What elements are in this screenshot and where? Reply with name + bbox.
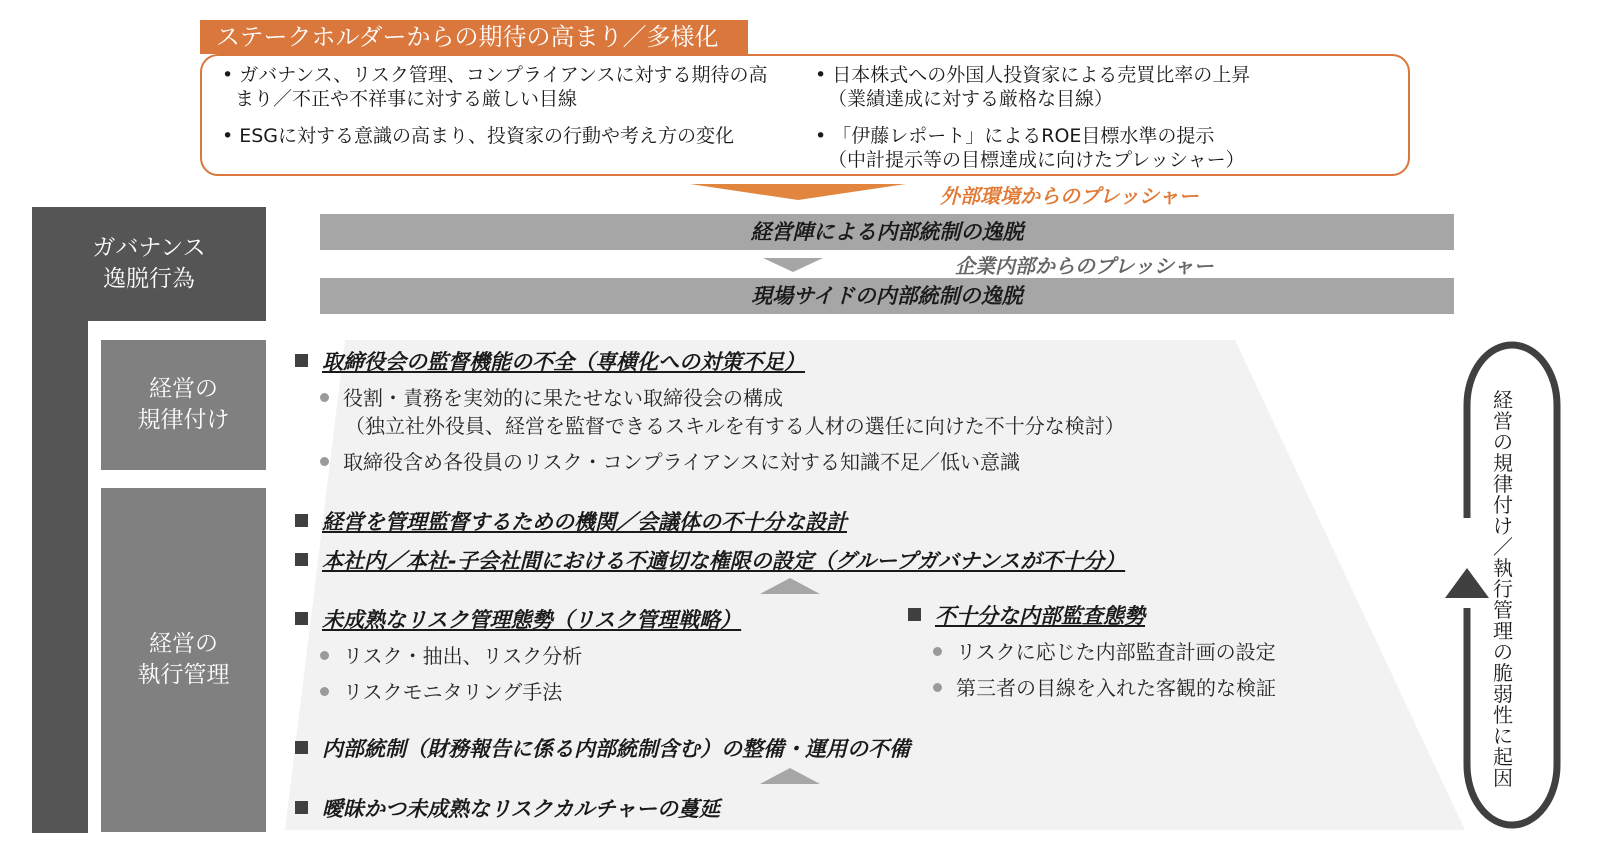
up-arrow-lower — [760, 768, 820, 784]
board-sub-knowledge — [320, 448, 1020, 476]
audit-sub-third-party-text: 第三者の目線を入れた客観的な検証 — [956, 676, 1276, 700]
external-pressure-arrow — [690, 184, 906, 200]
stakeholder-point-ito-report-1: • 「伊藤レポート」によるROE目標水準の提示 — [815, 125, 1215, 147]
governance-label-line2: 逸脱行為 — [103, 266, 195, 292]
audit-sub-third-party — [933, 674, 1276, 702]
board-sub-composition-2: （独立社外役員、経営を監督できるスキルを有する人材の選任に向けた不十分な検討） — [345, 414, 1125, 438]
external-pressure-label: 外部環境からのプレッシャー — [940, 184, 1199, 208]
stakeholder-point-foreign-investors-1: • 日本株式への外国人投資家による売買比率の上昇 — [815, 64, 1251, 86]
stakeholder-point-ito-report-2: （中計提示等の目標達成に向けたプレッシャー） — [828, 149, 1245, 171]
square-bullet — [295, 514, 308, 527]
board-sub-knowledge-text: 取締役含め各役員のリスク・コンプライアンスに対する知識不足／低い意識 — [343, 450, 1020, 474]
cycle-label: 経営の規律付け／執行管理の脆弱性に起因 — [1493, 388, 1513, 790]
discipline-label-line1: 経営の — [149, 376, 218, 402]
item-risk-management-text: 未成熟なリスク管理態勢（リスク管理戦略） — [322, 608, 742, 632]
audit-sub-plan — [933, 638, 1276, 666]
item-authority-setting-text: 本社内／本社-子会社間における不適切な権限の設定（グループガバナンスが不十分） — [322, 549, 1126, 573]
execution-label-line1: 経営の — [149, 631, 218, 657]
management-discipline-box — [101, 340, 266, 470]
item-board-failure-text: 取締役会の監督機能の不全（専横化への対策不足） — [322, 350, 805, 374]
up-arrow-upper — [760, 578, 820, 594]
stakeholder-point-esg: • ESGに対する意識の高まり、投資家の行動や考え方の変化 — [222, 125, 735, 147]
item-internal-control — [295, 733, 910, 763]
stakeholder-point-foreign-investors-2: （業績達成に対する厳格な目線） — [828, 88, 1114, 110]
item-organ-design-text: 経営を管理監督するための機関／会議体の不十分な設計 — [322, 510, 847, 534]
item-risk-culture-text: 曖昧かつ未成熟なリスクカルチャーの蔓延 — [322, 797, 720, 821]
execution-label-line2: 執行管理 — [137, 662, 230, 688]
risk-sub-extraction-text: リスク・抽出、リスク分析 — [343, 644, 583, 668]
square-bullet — [908, 608, 921, 621]
item-board-failure — [295, 346, 805, 376]
risk-sub-monitoring — [320, 678, 562, 706]
cycle-arrow-head-icon — [1445, 568, 1489, 598]
discipline-label-line2: 規律付け — [137, 407, 230, 433]
governance-frame-bar — [32, 321, 88, 833]
dot-bullet — [933, 683, 942, 692]
board-sub-composition-1 — [320, 384, 783, 412]
dot-bullet — [320, 457, 329, 466]
stakeholder-point-governance-2: まり／不正や不祥事に対する厳しい目線 — [235, 88, 578, 110]
dot-bullet — [320, 687, 329, 696]
item-risk-culture — [295, 793, 720, 823]
dot-bullet — [933, 647, 942, 656]
risk-sub-extraction — [320, 642, 582, 670]
governance-deviation-box — [32, 207, 266, 321]
stakeholder-header: ステークホルダーからの期待の高まり／多様化 — [200, 20, 748, 54]
execution-management-box — [101, 488, 266, 832]
internal-pressure-label: 企業内部からのプレッシャー — [955, 254, 1214, 278]
stakeholder-point-governance-1: • ガバナンス、リスク管理、コンプライアンスに対する期待の高 — [222, 64, 768, 86]
item-risk-management — [295, 604, 741, 634]
governance-label-line1: ガバナンス — [92, 235, 206, 261]
square-bullet — [295, 801, 308, 814]
item-internal-audit-text: 不十分な内部監査態勢 — [935, 604, 1145, 628]
item-internal-control-text: 内部統制（財務報告に係る内部統制含む）の整備・運用の不備 — [322, 737, 910, 761]
audit-sub-plan-text: リスクに応じた内部監査計画の設定 — [956, 640, 1276, 664]
item-authority-setting — [295, 545, 1125, 575]
dot-bullet — [320, 393, 329, 402]
square-bullet — [295, 741, 308, 754]
management-deviation-bar: 経営陣による内部統制の逸脱 — [320, 214, 1454, 250]
square-bullet — [295, 612, 308, 625]
risk-sub-monitoring-text: リスクモニタリング手法 — [343, 680, 563, 704]
square-bullet — [295, 553, 308, 566]
dot-bullet — [320, 651, 329, 660]
internal-pressure-arrow — [763, 258, 823, 272]
field-deviation-bar: 現場サイドの内部統制の逸脱 — [320, 278, 1454, 314]
square-bullet — [295, 354, 308, 367]
item-organ-design — [295, 506, 847, 536]
board-sub-composition-text: 役割・責務を実効的に果たせない取締役会の構成 — [343, 386, 783, 410]
item-internal-audit — [908, 600, 1145, 630]
